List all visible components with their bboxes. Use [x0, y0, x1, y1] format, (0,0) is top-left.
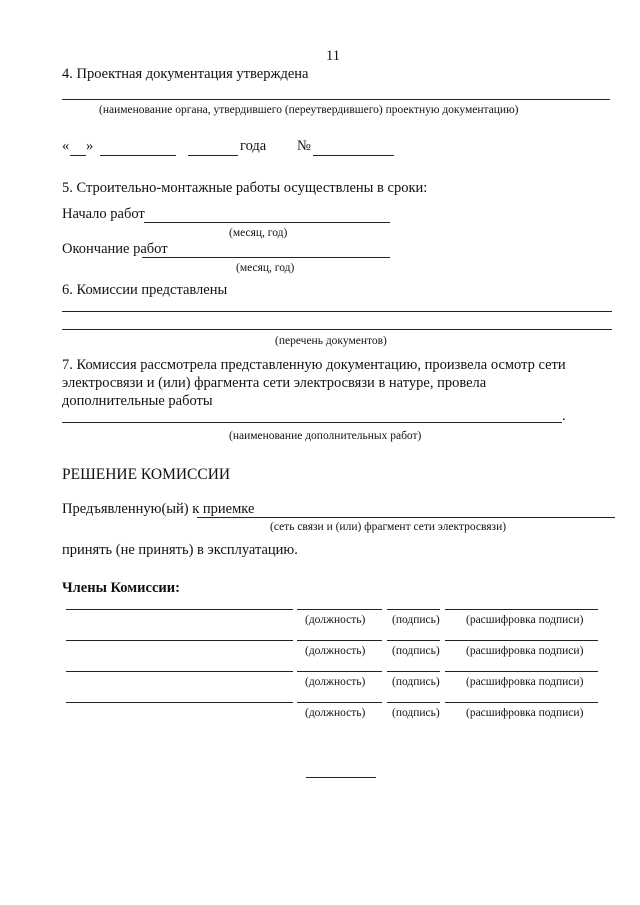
- date-year-field[interactable]: [188, 155, 238, 156]
- end-caption: (месяц, год): [236, 262, 295, 274]
- date-month-field[interactable]: [100, 155, 176, 156]
- date-open-quote: «: [62, 138, 70, 154]
- section4-title: 4. Проектная документация утверждена: [62, 66, 309, 82]
- page-end-divider: [306, 777, 376, 778]
- section4-approver-line[interactable]: [62, 99, 610, 100]
- member-name-line[interactable]: [66, 702, 293, 703]
- member-signature-caption: (подпись): [392, 645, 440, 657]
- section5-title: 5. Строительно-монтажные работы осуществлены в сроки:: [62, 180, 428, 196]
- section7-caption: (наименование дополнительных работ): [229, 430, 422, 442]
- section7-line2: электросвязи и (или) фрагмента сети электросвязи в натуре, провела: [62, 375, 487, 391]
- section4-caption: (наименование органа, утвердившего (переутвердившего) проектную документацию): [99, 104, 519, 116]
- presented-label: Предъявленную(ый) к приемке: [62, 501, 255, 517]
- start-date-field[interactable]: [144, 222, 390, 223]
- member-decoding-line[interactable]: [445, 671, 598, 672]
- page-number: 11: [326, 48, 340, 64]
- section6-title: 6. Комиссии представлены: [62, 282, 228, 298]
- date-day-field[interactable]: [70, 155, 86, 156]
- presented-network-field[interactable]: [197, 517, 615, 518]
- section7-end-dot: .: [562, 408, 566, 424]
- presented-caption: (сеть связи и (или) фрагмент сети электросвязи): [270, 521, 507, 533]
- member-position-caption: (должность): [305, 614, 366, 626]
- section7-line1: 7. Комиссия рассмотрела представленную документацию, произвела осмотр сети: [62, 357, 566, 373]
- member-signature-line[interactable]: [387, 671, 440, 672]
- member-signature-line[interactable]: [387, 702, 440, 703]
- date-close-quote: »: [86, 138, 94, 154]
- member-position-caption: (должность): [305, 676, 366, 688]
- member-name-line[interactable]: [66, 640, 293, 641]
- member-decoding-line[interactable]: [445, 640, 598, 641]
- members-heading: Члены Комиссии:: [62, 580, 180, 596]
- member-signature-caption: (подпись): [392, 707, 440, 719]
- end-date-field[interactable]: [142, 257, 390, 258]
- start-label: Начало работ: [62, 206, 145, 222]
- section6-caption: (перечень документов): [275, 335, 387, 347]
- member-signature-caption: (подпись): [392, 676, 440, 688]
- documents-line-1[interactable]: [62, 311, 612, 312]
- member-decoding-caption: (расшифровка подписи): [466, 707, 584, 719]
- member-decoding-line[interactable]: [445, 702, 598, 703]
- member-position-line[interactable]: [297, 702, 382, 703]
- member-position-caption: (должность): [305, 645, 366, 657]
- documents-line-2[interactable]: [62, 329, 612, 330]
- additional-works-line[interactable]: [62, 422, 562, 423]
- member-decoding-line[interactable]: [445, 609, 598, 610]
- member-position-line[interactable]: [297, 640, 382, 641]
- member-name-line[interactable]: [66, 609, 293, 610]
- section7-line3: дополнительные работы: [62, 393, 213, 409]
- member-name-line[interactable]: [66, 671, 293, 672]
- accept-text: принять (не принять) в эксплуатацию.: [62, 542, 298, 558]
- member-signature-caption: (подпись): [392, 614, 440, 626]
- member-position-line[interactable]: [297, 609, 382, 610]
- member-signature-line[interactable]: [387, 609, 440, 610]
- member-decoding-caption: (расшифровка подписи): [466, 614, 584, 626]
- member-position-line[interactable]: [297, 671, 382, 672]
- member-position-caption: (должность): [305, 707, 366, 719]
- document-number-field[interactable]: [313, 155, 394, 156]
- number-sign: №: [297, 138, 311, 154]
- start-caption: (месяц, год): [229, 227, 288, 239]
- decision-heading: РЕШЕНИЕ КОМИССИИ: [62, 466, 231, 483]
- end-label: Окончание работ: [62, 241, 168, 257]
- member-decoding-caption: (расшифровка подписи): [466, 676, 584, 688]
- year-word: года: [240, 138, 267, 154]
- member-decoding-caption: (расшифровка подписи): [466, 645, 584, 657]
- member-signature-line[interactable]: [387, 640, 440, 641]
